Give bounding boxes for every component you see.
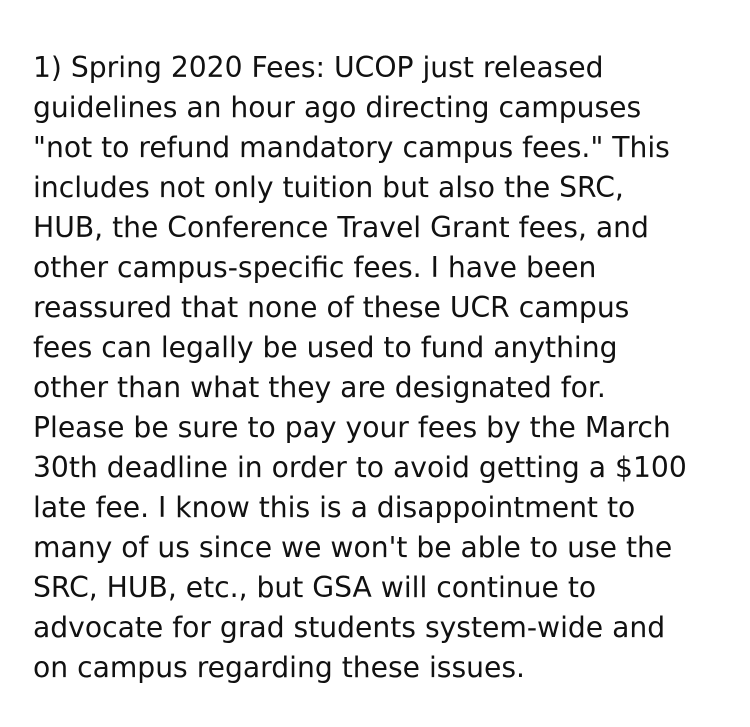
- note-line: "not to refund mandatory campus fees." This: [33, 131, 670, 164]
- note-body-text: [33, 48, 738, 688]
- note-line: 1) Spring 2020 Fees: UCOP just released: [33, 51, 604, 84]
- note-line: includes not only tuition but also the SRC,: [33, 171, 624, 204]
- note-line: many of us since we won't be able to use the: [33, 531, 673, 564]
- note-line: reassured that none of these UCR campus: [33, 291, 630, 324]
- note-line: on campus regarding these issues.: [33, 651, 526, 684]
- note-line: fees can legally be used to fund anything: [33, 331, 618, 364]
- note-line: guidelines an hour ago directing campuses: [33, 91, 642, 124]
- note-line: 30th deadline in order to avoid getting a $100: [33, 451, 687, 484]
- note-line: Please be sure to pay your fees by the March: [33, 411, 671, 444]
- note-line: advocate for grad students system-wide and: [33, 611, 666, 644]
- note-line: other than what they are designated for.: [33, 371, 606, 404]
- note-line: late fee. I know this is a disappointment to: [33, 491, 636, 524]
- note-line: other campus-specific fees. I have been: [33, 251, 597, 284]
- note-line: HUB, the Conference Travel Grant fees, and: [33, 211, 649, 244]
- note-line: SRC, HUB, etc., but GSA will continue to: [33, 571, 597, 604]
